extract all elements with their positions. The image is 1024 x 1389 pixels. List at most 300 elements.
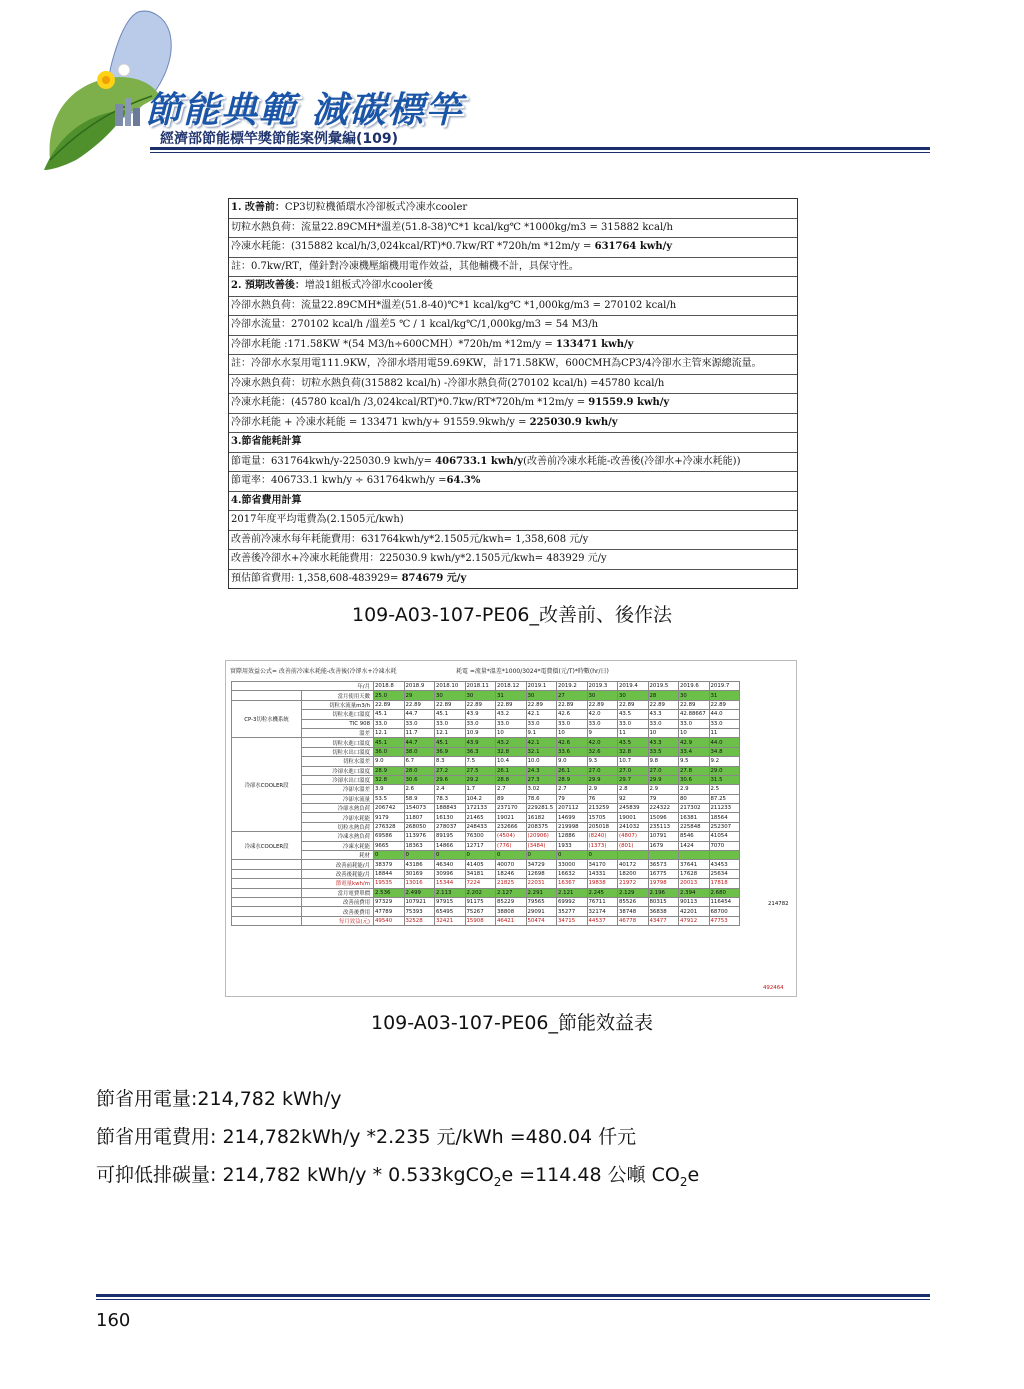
sheet-group-empty [232, 907, 302, 916]
sheet-cell: 50474 [526, 916, 557, 925]
sheet-cell: 33.0 [374, 719, 405, 728]
sheet-cell: 229281.5 [526, 804, 557, 813]
sheet-cell: 217302 [679, 804, 710, 813]
calc-row [229, 492, 797, 512]
sheet-cell: 2.202 [465, 888, 496, 897]
sheet-cell: 11 [618, 728, 649, 737]
sheet-cell: 33.0 [709, 719, 740, 728]
sheet-group-empty [232, 869, 302, 878]
sheet-row [232, 804, 740, 813]
sheet-cell: 69992 [557, 897, 588, 906]
calc-row [229, 336, 797, 356]
sheet-cell: 3.02 [526, 785, 557, 794]
sheet-cell: 31 [709, 691, 740, 700]
sheet-header-label: 年/月 [232, 682, 374, 691]
sheet-cell: 29.6 [435, 775, 466, 784]
sheet-cell: 2.6 [404, 785, 435, 794]
sheet-row [232, 794, 740, 803]
sheet-cell: 43453 [709, 860, 740, 869]
sheet-cell: 9.3 [587, 757, 618, 766]
sheet-cell: 44.7 [404, 738, 435, 747]
sheet-cell: 75267 [465, 907, 496, 916]
sheet-cell: 9.2 [709, 757, 740, 766]
sheet-cell: 104.2 [465, 794, 496, 803]
sheet-cell: 16367 [557, 879, 588, 888]
sheet-cell: (3484) [526, 841, 557, 850]
sheet-cell: 205018 [587, 822, 618, 831]
sheet-row [232, 747, 740, 756]
sheet-formula-right: 耗電 =流量*溫差*1000/3024*電費價(元/T)*時數(hr/日) [456, 668, 609, 675]
sheet-cell: 76300 [465, 832, 496, 841]
sheet-cell: 33.0 [465, 719, 496, 728]
sheet-cell: 29091 [526, 907, 557, 916]
sheet-cell: 27.2 [435, 766, 466, 775]
sheet-cell: 79 [648, 794, 679, 803]
sheet-cell: 2.536 [374, 888, 405, 897]
sheet-cell: 43.3 [648, 710, 679, 719]
sheet-cell: 27.5 [465, 766, 496, 775]
calc-row-note: (改善前冷凍水耗能-改善後(冷卻水+冷凍水耗能)) [523, 455, 741, 467]
sheet-row-label: 冷卻水耗能 [302, 813, 374, 822]
sheet-cell: 28.8 [496, 775, 527, 784]
sheet-cell: 38.0 [404, 747, 435, 756]
sheet-cell: 11807 [404, 813, 435, 822]
calc-row-text: 冷卻水熱負荷：流量22.89CMH*溫差(51.8-40)℃*1 kcal/kg℃ *1,000kg/m3 = 270102 kcal/h [231, 299, 677, 311]
sheet-cell: 10.9 [465, 728, 496, 737]
sheet-cell: 65495 [435, 907, 466, 916]
sheet-cell: 16130 [435, 813, 466, 822]
calc-row [229, 433, 797, 453]
sheet-cell: 17628 [679, 869, 710, 878]
summary-cost-saved: 節省用電費用: 214,782kWh/y *2.235 元/kWh =480.04 仟元 [96, 1126, 637, 1148]
sheet-cell: 2.680 [709, 888, 740, 897]
sheet-cell: 116454 [709, 897, 740, 906]
sheet-group-empty [232, 860, 302, 869]
sheet-cell: 29 [404, 691, 435, 700]
sheet-row [232, 691, 740, 700]
calc-row-result: 91559.9 kwh/y [588, 397, 670, 408]
calc-row-text: 增設1組板式冷卻水cooler後 [304, 280, 433, 291]
sheet-cell: 27.0 [648, 766, 679, 775]
sheet-cell: 188843 [435, 804, 466, 813]
sheet-cell: 22031 [526, 879, 557, 888]
sheet-cell: 27.8 [679, 766, 710, 775]
calculation-box [228, 198, 798, 589]
sheet-cell: 32421 [435, 916, 466, 925]
sheet-cell: 79 [557, 794, 588, 803]
sheet-row [232, 822, 740, 831]
sheet-cell [648, 851, 679, 860]
sheet-row [232, 785, 740, 794]
sheet-cell: 29.9 [648, 775, 679, 784]
sheet-cell: 1933 [557, 841, 588, 850]
sheet-cell: 44.0 [709, 710, 740, 719]
sheet-cell: 107921 [404, 897, 435, 906]
sheet-cell: 32.6 [587, 747, 618, 756]
sheet-cell: 16381 [679, 813, 710, 822]
sheet-row-label: 改善後費用 [302, 907, 374, 916]
sheet-cell: 1.7 [465, 785, 496, 794]
sheet-cell: 28.9 [374, 766, 405, 775]
sheet-cell: 37641 [679, 860, 710, 869]
sheet-row-label: 冷卻水熱負荷 [302, 804, 374, 813]
sheet-cell: 0 [557, 851, 588, 860]
sheet-row [232, 869, 740, 878]
sheet-cell: 38379 [374, 860, 405, 869]
sheet-row [232, 907, 740, 916]
calc-row [229, 219, 797, 239]
sheet-month: 2019.3 [587, 682, 618, 691]
sheet-row-label: 切粒水進口溫度 [302, 738, 374, 747]
sheet-cell: 22.89 [374, 700, 405, 709]
sheet-cell: 276328 [374, 822, 405, 831]
sheet-group-label: CP-3切粒水機系統 [232, 700, 302, 738]
sheet-cell: 87.25 [709, 794, 740, 803]
sheet-cell: 10 [648, 728, 679, 737]
sheet-cell: 33.0 [404, 719, 435, 728]
sheet-cell: 91175 [465, 897, 496, 906]
sheet-row [232, 766, 740, 775]
sheet-cell: 90113 [679, 897, 710, 906]
calc-row-heading: 1. 改善前： [231, 202, 285, 213]
sheet-cell: 207112 [557, 804, 588, 813]
sheet-row-label: 切粒水熱負荷 [302, 822, 374, 831]
sheet-cell: 42.0 [587, 738, 618, 747]
calc-row [229, 570, 797, 589]
sheet-cell: 29.2 [465, 775, 496, 784]
sheet-cell: 0 [587, 851, 618, 860]
sheet-cell: 36.0 [374, 747, 405, 756]
sheet-cell: 42.1 [526, 738, 557, 747]
sheet-cell: 0 [496, 851, 527, 860]
calc-row [229, 355, 797, 375]
sheet-cell: 30996 [435, 869, 466, 878]
sheet-group-empty [232, 691, 302, 700]
sheet-cell: 2.121 [557, 888, 588, 897]
calc-row-text: 冷卻水流量：270102 kcal/h /溫差5 ℃ / 1 kcal/kg℃/1,000kg/m3 = 54 M3/h [231, 319, 599, 330]
sheet-cell: 113976 [404, 832, 435, 841]
sheet-cell: 32528 [404, 916, 435, 925]
sheet-cell: 27.0 [587, 766, 618, 775]
sheet-cell: 46778 [618, 916, 649, 925]
calc-row-text: CP3切粒機循環水冷卻板式冷凍水cooler [284, 202, 468, 213]
footer-rule [96, 1294, 930, 1297]
calc-row-text: 冷卻水耗能 :171.58KW *(54 M3/h÷600CMH）*720h/m *12m/y = [231, 338, 556, 350]
sheet-cell: 16632 [557, 869, 588, 878]
sheet-cell: 43.5 [618, 710, 649, 719]
sheet-cell: (1373) [587, 841, 618, 850]
sheet-cell: 46421 [496, 916, 527, 925]
calc-row-text: 節電率：406733.1 kwh/y ÷ 631764kwh/y = [231, 475, 447, 486]
sheet-cell: 18200 [618, 869, 649, 878]
sheet-row-label: 當月電費單價 [302, 888, 374, 897]
sheet-cell: 30 [618, 691, 649, 700]
sheet-cell: 2.9 [679, 785, 710, 794]
sheet-cell: 76711 [587, 897, 618, 906]
calc-row [229, 316, 797, 336]
calc-row [229, 258, 797, 278]
sheet-cell: 14331 [587, 869, 618, 878]
sheet-cell: 2.9 [587, 785, 618, 794]
sheet-row-label: 改善後耗能/月 [302, 869, 374, 878]
sheet-cell: 33.0 [648, 719, 679, 728]
sheet-month: 2019.6 [679, 682, 710, 691]
sheet-cell: 43.2 [496, 738, 527, 747]
calc-row [229, 375, 797, 395]
sheet-row-label: 切粒水溫差 [302, 757, 374, 766]
carbon-text-b: e =114.48 公噸 CO [501, 1164, 680, 1186]
sheet-row [232, 851, 740, 860]
sheet-cell: 36838 [648, 907, 679, 916]
calc-row [229, 277, 797, 297]
calc-row-text: 冷凍水耗能：(315882 kcal/h/3,024kcal/RT)*0.7kw/RT *720h/m *12m/y = [231, 241, 595, 252]
sheet-cell [679, 851, 710, 860]
sheet-cell: 75393 [404, 907, 435, 916]
sheet-row [232, 813, 740, 822]
sheet-cell: 10 [496, 728, 527, 737]
sheet-cell: 33.0 [557, 719, 588, 728]
sheet-cell: 2.7 [496, 785, 527, 794]
calc-row-text: 2017年度平均電費為(2.1505元/kwh) [231, 514, 404, 525]
sheet-cell: 33.0 [618, 719, 649, 728]
sheet-cell: 42.0 [587, 710, 618, 719]
sheet-cell: 22.89 [496, 700, 527, 709]
calc-row [229, 199, 797, 219]
sheet-cell: 58.9 [404, 794, 435, 803]
sheet-cell: 43.5 [618, 738, 649, 747]
sheet-cell: 2.127 [496, 888, 527, 897]
sheet-cell: 18564 [709, 813, 740, 822]
sheet-cell: 3.9 [374, 785, 405, 794]
sheet-cell: 9.8 [648, 757, 679, 766]
sheet-row-label: 冷卻水出口溫度 [302, 775, 374, 784]
sheet-cell: 43477 [648, 916, 679, 925]
sheet-cell: 44.0 [709, 738, 740, 747]
sheet-cell: 30.6 [404, 775, 435, 784]
sheet-cell: 0 [526, 851, 557, 860]
sheet-cell: 208375 [526, 822, 557, 831]
sheet-row [232, 775, 740, 784]
sheet-cell: 15908 [465, 916, 496, 925]
sheet-cell: 30 [679, 691, 710, 700]
sheet-cell: 97915 [435, 897, 466, 906]
sheet-cell: 2.8 [618, 785, 649, 794]
sheet-cell: 41405 [465, 860, 496, 869]
sheet-cell: 22.89 [679, 700, 710, 709]
sheet-cell: 27.3 [526, 775, 557, 784]
sheet-cell: 30 [465, 691, 496, 700]
calc-row-text: 改善前冷凍水每年耗能費用：631764kwh/y*2.1505元/kwh= 1,358,608 元/y [231, 533, 589, 545]
sheet-cell: 19535 [374, 879, 405, 888]
sheet-cell: 22.89 [526, 700, 557, 709]
sheet-cell: 2.499 [404, 888, 435, 897]
sheet-cell: 7.5 [465, 757, 496, 766]
sheet-cell: 32174 [587, 907, 618, 916]
sheet-cell: 49540 [374, 916, 405, 925]
sheet-cell: 21465 [465, 813, 496, 822]
sheet-cell: 43186 [404, 860, 435, 869]
sheet-month: 2019.1 [526, 682, 557, 691]
sheet-month: 2019.7 [709, 682, 740, 691]
sheet-cell: 19838 [587, 879, 618, 888]
sheet-cell: 53.5 [374, 794, 405, 803]
sheet-group-label: 冷凍水COOLER段 [232, 832, 302, 860]
sheet-cell: 30.6 [679, 775, 710, 784]
sheet-cell: 14866 [435, 841, 466, 850]
sheet-cell: 43.9 [465, 710, 496, 719]
calc-row-heading: 3.節省能耗計算 [231, 436, 302, 447]
sheet-row-label: 改善前費用 [302, 897, 374, 906]
sheet-row [232, 916, 740, 925]
sheet-group-label: 冷卻水COOLER段 [232, 738, 302, 832]
sheet-cell: 44.7 [404, 710, 435, 719]
savings-spreadsheet [225, 660, 797, 997]
sheet-cell: 10.4 [496, 757, 527, 766]
sheet-cell: 22.89 [404, 700, 435, 709]
sheet-cell: 172133 [465, 804, 496, 813]
sheet-row-label: 冷卻水流量 [302, 794, 374, 803]
sheet-cell: 2.7 [557, 785, 588, 794]
sheet-cell: 9.0 [557, 757, 588, 766]
sheet-cell: 10 [679, 728, 710, 737]
sheet-cell: 42.88667 [679, 710, 710, 719]
sheet-cell: 89195 [435, 832, 466, 841]
sheet-cell: 24.3 [526, 766, 557, 775]
calc-row-heading: 2. 預期改善後： [231, 280, 305, 291]
sheet-group-empty [232, 897, 302, 906]
sheet-cell: 10 [557, 728, 588, 737]
sheet-cell: 22.89 [648, 700, 679, 709]
sheet-cell: 0 [404, 851, 435, 860]
calc-row-text: 改善後冷卻水+冷凍水耗能費用：225030.9 kwh/y*2.1505元/kwh= 483929 元/y [231, 553, 607, 564]
sheet-cell: 25634 [709, 869, 740, 878]
sheet-cell: 46340 [435, 860, 466, 869]
carbon-sub-1: 2 [493, 1174, 502, 1189]
sheet-cell: 45.1 [435, 738, 466, 747]
sheet-cell: 38808 [496, 907, 527, 916]
sheet-cell: 43.9 [465, 738, 496, 747]
sheet-row-label: 冷凍水耗能 [302, 841, 374, 850]
sheet-cell: 12717 [465, 841, 496, 850]
sheet-cell: 2.5 [709, 785, 740, 794]
sheet-row-label: 溫差 [302, 728, 374, 737]
sheet-cell: 33.6 [557, 747, 588, 756]
sheet-total-kwh: 214782 [768, 901, 789, 907]
sheet-month: 2019.2 [557, 682, 588, 691]
sheet-cell: 33.0 [526, 719, 557, 728]
sheet-cell: 14699 [557, 813, 588, 822]
sheet-cell: 10.0 [526, 757, 557, 766]
sheet-cell: 15344 [435, 879, 466, 888]
sheet-row [232, 841, 740, 850]
sheet-cell: 17818 [709, 879, 740, 888]
sheet-cell: 30 [435, 691, 466, 700]
sheet-cell: 21972 [618, 879, 649, 888]
sheet-cell: 33.0 [679, 719, 710, 728]
sheet-cell: 45.1 [374, 710, 405, 719]
sheet-cell [618, 851, 649, 860]
summary-block [96, 1080, 699, 1194]
sheet-cell: 10791 [648, 832, 679, 841]
sheet-cell [709, 851, 740, 860]
sheet-cell: 92 [618, 794, 649, 803]
calc-row [229, 238, 797, 258]
sheet-row-label: 切粒水進口溫度 [302, 710, 374, 719]
sheet-cell: 9179 [374, 813, 405, 822]
sheet-cell: 11 [709, 728, 740, 737]
sheet-cell: 36.3 [465, 747, 496, 756]
calc-row [229, 297, 797, 317]
sheet-row [232, 710, 740, 719]
sheet-cell: 28.9 [557, 775, 588, 784]
sheet-month: 2018.10 [435, 682, 466, 691]
sheet-cell: 219998 [557, 822, 588, 831]
sheet-cell: 85526 [618, 897, 649, 906]
sheet-cell: 29.0 [709, 766, 740, 775]
sheet-row-label: 節電量kwh/m [302, 879, 374, 888]
sheet-cell: 0 [465, 851, 496, 860]
sheet-cell: 9.5 [679, 757, 710, 766]
header-title: 節能典範 減碳標竿 [145, 89, 464, 131]
sheet-formula-left: 實際用效益公式= 改善前冷凍水耗能-改善後(冷卻水+冷凍水耗 [230, 668, 397, 675]
sheet-row [232, 757, 740, 766]
sheet-cell: 232666 [496, 822, 527, 831]
sheet-cell: 7070 [709, 841, 740, 850]
sheet-row-label: 當月使用天數 [302, 691, 374, 700]
sheet-cell: 2.291 [526, 888, 557, 897]
sheet-cell: 69586 [374, 832, 405, 841]
page-number: 160 [96, 1310, 131, 1331]
sheet-cell: 32.8 [496, 747, 527, 756]
sheet-cell: 41054 [709, 832, 740, 841]
sheet-cell: 34729 [526, 860, 557, 869]
sheet-cell: (801) [618, 841, 649, 850]
calc-row [229, 414, 797, 434]
sheet-cell: 18363 [404, 841, 435, 850]
sheet-cell: 36.9 [435, 747, 466, 756]
sheet-cell: 15705 [587, 813, 618, 822]
sheet-row [232, 700, 740, 709]
sheet-cell: 33.4 [679, 747, 710, 756]
sheet-cell: 26.1 [496, 766, 527, 775]
sheet-cell: 6.7 [404, 757, 435, 766]
sheet-row [232, 860, 740, 869]
calc-row [229, 550, 797, 570]
sheet-cell: 42201 [679, 907, 710, 916]
sheet-cell: 42.9 [679, 738, 710, 747]
sheet-cell: 34170 [587, 860, 618, 869]
sheet-cell: 22.89 [618, 700, 649, 709]
sheet-cell: 31.5 [709, 775, 740, 784]
sheet-cell: 45.1 [435, 710, 466, 719]
calc-row-text: 註：冷卻水水泵用電111.9KW，冷卻水塔用電59.69KW，計171.58KW，600CMH為CP3/4冷卻水主管來源總流量。 [231, 358, 762, 369]
footer-rule-thin [96, 1299, 930, 1300]
sheet-month: 2019.5 [648, 682, 679, 691]
sheet-cell: 248433 [465, 822, 496, 831]
sheet-cell: 33.0 [587, 719, 618, 728]
sheet-cell: 7224 [465, 879, 496, 888]
sheet-cell: 76 [587, 794, 618, 803]
sheet-cell: 8546 [679, 832, 710, 841]
sheet-row-label: 改善前耗能/月 [302, 860, 374, 869]
sheet-row-label: TIC 908 [302, 719, 374, 728]
sheet-row-label: 冷卻水溫差 [302, 785, 374, 794]
sheet-cell: 33000 [557, 860, 588, 869]
sheet-cell: 25.0 [374, 691, 405, 700]
calc-row-heading: 4.節省費用計算 [231, 494, 302, 506]
sheet-cell: 268050 [404, 822, 435, 831]
sheet-cell: 22.89 [557, 700, 588, 709]
